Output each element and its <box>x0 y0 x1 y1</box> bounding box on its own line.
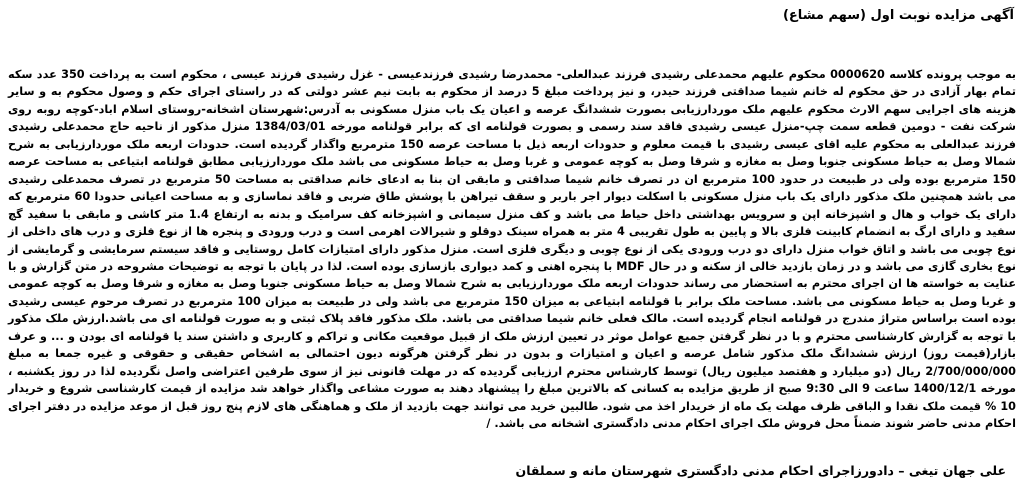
notice-title: آگهی مزایده نوبت اول (سهم مشاع) <box>782 8 1014 23</box>
notice-signature: علی جهان تیغی – دادورزاجرای احکام مدنی دادگستری شهرستان مانه و سملقان <box>515 463 1006 478</box>
notice-body: به موجب پرونده کلاسه 0000620 محکوم علیهم محمدعلی رشیدی فرزند عبدالعلی- محمدرضا رشیدی فرزندعیسی - غزل رشیدی فرزند عیسی ، محکوم است به پرداخت 350 عدد سکه تمام بهار آزادی در حق محکوم له خانم شیما صداقتی فرزند حیدر، و نیز پرداخت مبلغ 5 درصد از محکوم به بابت نیم عشر دولتی که در راستای اجرای حکم و وصول محکوم به و سایر هزینه های اجرایی سهم الارث محکوم علیهم ملک موردارزیابی بصورت ششدانگ عرصه و اعیان یک باب منزل مسکونی به آدرس:شهرستان اشخانه-روستای اسلام اباد-کوچه روبه روی شرکت نفت - دومین قطعه سمت چپ-منزل عیسی رشیدی فاقد سند رسمی و بصورت قولنامه ای که برابر قولنامه مورخه 1384/03/01 منزل مذکور از ناحیه حاج محمدعلی رشیدی فرزند عبدالعلی به محکوم علیه اقای عیسی رشیدی با قیمت معلوم و حدودات اربعه ذیل با مساحت عرصه 150 مترمربع واگذار گردیده است. حدودات اربعه ملک موردارزیابی به شرح شمالا وصل به حیاط مسکونی جنوبا وصل به مغازه و شرقا وصل به کوچه عمومی و غربا وصل به حیاط مسکونی می باشد ملک موردارزیابی مطابق قولنامه ابتیاعی به مساحت عرصه 150 مترمربع بوده ولی در طبیعت در حدود 100 مترمربع ان در تصرف خانم شیما صداقتی و مابقی ان بنا به ادعای خانم صداقتی به مساحت 50 مترمربع در تصرف محمدعلی رشیدی می باشد همچنین ملک مذکور دارای یک باب منزل مسکونی با اسکلت دیوار اجر باربر و سقف تیراهن با پوشش طاق ضربی و فاقد نماسازی و به مساحت اعیانی حدودا 60 مترمربع که دارای یک خواب و هال و اشپزخانه اپن و سرویس بهداشتی داخل حیاط می باشد و کف منزل سیمانی و اشپزخانه کف سرامیک و بدنه به ارتفاع 1.4 متر کاشی و مابقی با سفید گچ سفید و دارای ارگ به انضمام کابینت فلزی بالا و پایین به طول تقریبی 4 متر به همراه سینک دوقلو و شیرالات اهرمی است و درب ورودی و پنجره ها از نوع فلزی و درب های داخلی از نوع چوبی می باشد و اتاق خواب منزل دارای دو درب ورودی یکی از نوع چوبی و دیگری فلزی است. منزل مذکور دارای امتیازات کامل روستایی و فاقد سیستم سرمایشی و گرمایشی از نوع بخاری گازی می باشد و در زمان بازدید خالی از سکنه و در حال MDF با پنجره اهنی و کمد دیواری بازسازی بوده است. لذا در پایان با توجه به توضیحات مشروحه در متن گزارش و با عنایت به خواسته ها ان اجرای محترم به استحضار می رساند حدودات اربعه ملک موردارزیابی به شرح شمالا وصل به حیاط مسکونی جنوبا وصل به مغازه و شرقا وصل به کوچه عمومی و غربا وصل به حیاط مسکونی می باشد. مساحت ملک برابر با قولنامه ابتیاعی به میزان 150 مترمربع می باشد ولی در طبیعت به میزان 100 مترمربع در تصرف مرحوم عیسی رشیدی بوده است براساس متراژ مندرج در قولنامه انجام گردیده است. مالک فعلی خانم شیما صداقتی می باشد. ملک مذکور فاقد پلاک ثبتی و به صورت قولنامه ای می باشد.ارزش ملک مذکور با توجه به گزارش کارشناسی محترم و با در نظر گرفتن جمیع عوامل موثر در تعیین ارزش ملک از قبیل موقعیت مکانی و تراکم و کاربری و داشتن سند یا قولنامه ای بودن و ... و عرف بازار(قیمت روز) ارزش ششدانگ ملک مذکور شامل عرصه و اعیان و امتیازات و بدون در نظر گرفتن هرگونه دیون احتمالی به اشخاص حقیقی و حقوقی و غیره جمعا به مبلغ 2/700/000/000 ریال (دو میلیارد و هفتصد میلیون ریال) توسط کارشناس محترم ارزیابی گردیده که در مهلت قانونی نیز از سوی طرفین اعتراضی واصل نگردیده لذا در روز یکشنبه ، مورخه 1400/12/1 ساعت 9 الی 9:30 صبح از طریق مزایده به کسانی که بالاترین مبلغ را پیشنهاد دهند به صورت مشاعی واگذار خواهد شد مزایده از قیمت کارشناسی شروع و خریدار 10 % قیمت ملک نقدا و الباقی ظرف مهلت یک ماه از خریدار اخذ می شود. طالبین خرید می توانند جهت بازدید از ملک و هماهنگی های لازم پنج روز قبل از موعد مزایده در دفتر اجرای احکام مدنی حاضر شوند ضمناً محل فروش ملک اجرای احکام مدنی دادگستری اشخانه می باشد. / <box>8 68 1016 431</box>
